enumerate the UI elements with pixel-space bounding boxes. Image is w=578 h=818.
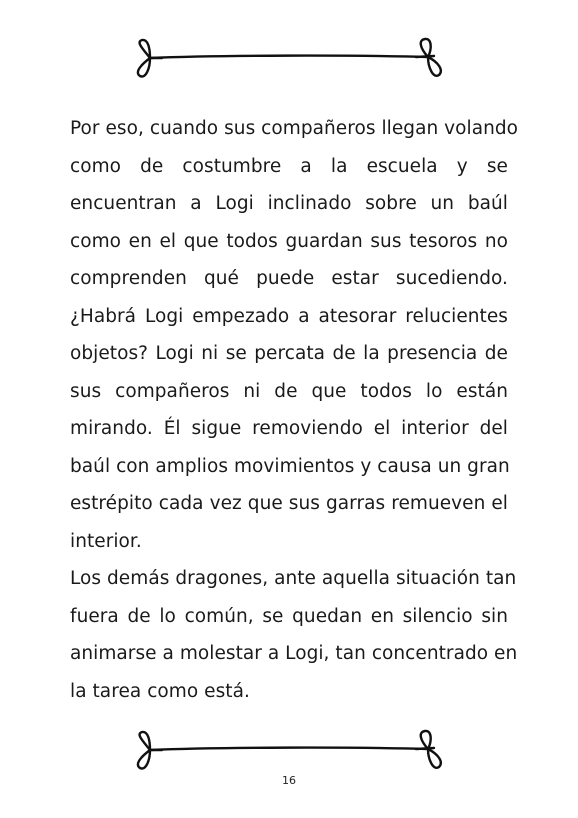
text-line: ¿Habrá Logi empezado a atesorar relucientes <box>70 305 508 327</box>
bottom-ornament-divider <box>128 726 450 774</box>
text-line: comprenden qué puede estar sucediendo. <box>70 268 508 289</box>
flourish-divider-icon <box>128 726 450 774</box>
text-line: fuera de lo común, se quedan en silencio sin <box>70 605 508 627</box>
page-number: 16 <box>282 774 296 787</box>
text-line: animarse a molestar a Logi, tan concentrado en <box>70 643 518 664</box>
text-line: sus compañeros ni de que todos lo están <box>70 380 508 402</box>
top-ornament-divider <box>128 34 450 82</box>
paragraph-1 <box>70 110 519 560</box>
page-body-text <box>70 110 519 710</box>
text-line: Los demás dragones, ante aquella situación tan <box>70 568 517 589</box>
text-line: objetos? Logi ni se percata de la presencia de <box>70 343 508 364</box>
paragraph-2 <box>70 560 518 710</box>
text-line: mirando. Él sigue removiendo el interior del <box>70 418 508 439</box>
text-line: la tarea como está. <box>70 680 250 702</box>
text-line: interior. <box>70 530 142 552</box>
text-line: estrépito cada vez que sus garras remueven el <box>70 493 508 514</box>
text-line: como de costumbre a la escuela y se <box>70 155 508 177</box>
text-line: como en el que todos guardan sus tesoros no <box>70 230 508 252</box>
flourish-divider-icon <box>128 34 450 82</box>
text-line: Por eso, cuando sus compañeros llegan volando <box>70 118 519 139</box>
text-line: baúl con amplios movimientos y causa un gran <box>70 455 510 477</box>
text-line: encuentran a Logi inclinado sobre un baúl <box>70 193 508 214</box>
